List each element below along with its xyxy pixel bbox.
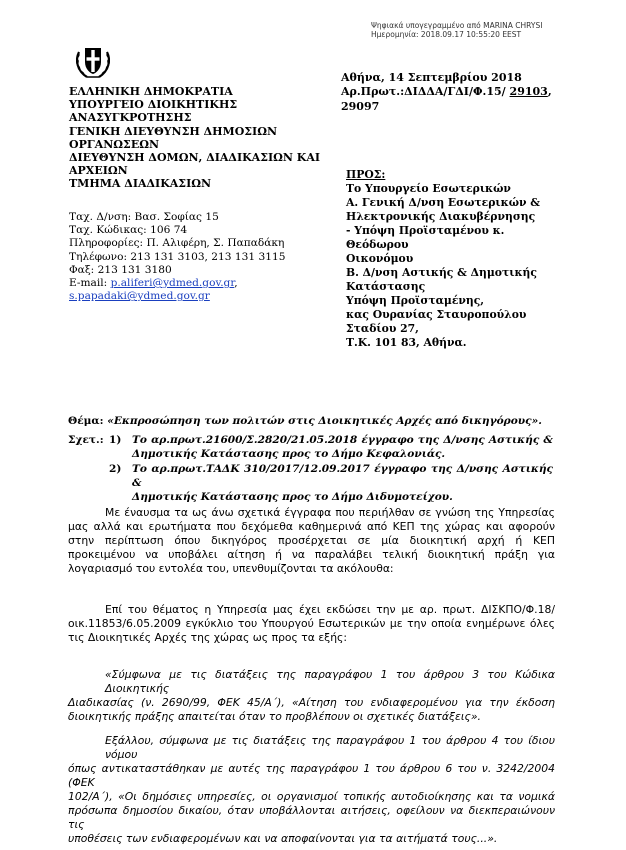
protocol-number-main: 29103	[509, 85, 548, 99]
recipient-line-2: Α. Γενική Δ/νση Εσωτερικών &	[346, 196, 540, 209]
paragraph-4-quote	[68, 734, 555, 846]
sender-block	[69, 85, 329, 191]
digital-signature	[371, 21, 621, 39]
paragraph-4-line-1: Εξάλλου, σύμφωνα με τις διατάξεις της παραγράφου 1 του άρθρου 4 του ίδιου νόμου	[105, 734, 555, 761]
recipient-line-8: Υπόψη Προϊσταμένης,	[346, 294, 485, 307]
email-separator: ,	[234, 277, 238, 290]
sender-address: Ταχ. Δ/νση: Βασ. Σοφίας 15	[69, 211, 219, 223]
recipient-line-5: Οικονόμου	[346, 252, 414, 265]
related-1	[132, 433, 553, 461]
signature-date: Ημερομηνία: 2018.09.17 10:55:20 EEST	[371, 30, 522, 39]
related-1-number: 1)	[109, 434, 122, 446]
paragraph-1-line-2: μας αλλά και ερωτήματα που δεχόμεθα καθημερινά από ΚΕΠ της χώρας και αφορούν	[68, 520, 555, 533]
paragraph-3-line-2: Διαδικασίας (ν. 2690/99, ΦΕΚ 45/Α΄), «Αίτηση του ενδιαφερομένου για την έκδοση	[68, 696, 555, 709]
paragraph-2	[68, 603, 555, 645]
related-2-line-1: Το αρ.πρωτ.ΤΑΔΚ 310/2017/12.09.2017 έγγραφο της Δ/νσης Αστικής &	[132, 463, 553, 489]
subject-line	[68, 414, 568, 428]
paragraph-1-line-1: Με έναυσμα τα ως άνω σχετικά έγγραφα που περιήλθαν σε γνώση της Υπηρεσίας	[105, 506, 555, 519]
sender-general-directorate-cont: ΟΡΓΑΝΩΣΕΩΝ	[69, 137, 160, 151]
sender-ministry-cont: ΑΝΑΣΥΓΚΡΟΤΗΣΗΣ	[69, 111, 192, 125]
reference-block	[341, 71, 581, 114]
recipient-line-3: Ηλεκτρονικής Διακυβέρνησης	[346, 210, 536, 223]
subject-label: Θέμα:	[68, 415, 104, 427]
related-1-line-1: Το αρ.πρωτ.21600/Σ.2820/21.05.2018 έγγραφο της Δ/νσης Αστικής &	[132, 434, 553, 446]
protocol-prefix: Αρ.Πρωτ.:ΔΙΔΔΑ/ΓΔΙ/Φ.15/	[341, 85, 506, 99]
recipient-line-9: κας Ουρανίας Σταυροπούλου	[346, 308, 527, 321]
sender-ministry: ΥΠΟΥΡΓΕΙΟ ΔΙΟΙΚΗΤΙΚΗΣ	[69, 98, 238, 112]
related-1-line-2: Δημοτικής Κατάστασης προς το Δήμο Κεφαλονιάς.	[132, 448, 446, 460]
paragraph-2-line-1: Επί του θέματος η Υπηρεσία μας έχει εκδώσει την με αρ. πρωτ. ΔΙΣΚΠΟ/Φ.18/	[105, 603, 555, 616]
sender-email-line	[69, 277, 329, 290]
protocol-number-second: 29097	[341, 99, 380, 113]
related-2-number: 2)	[109, 463, 122, 475]
sender-directorate: ΔΙΕΥΘΥΝΣΗ ΔΟΜΩΝ, ΔΙΑΔΙΚΑΣΙΩΝ ΚΑΙ	[69, 151, 321, 165]
email-link-papadaki[interactable]: s.papadaki@ydmed.gov.gr	[69, 290, 210, 303]
paragraph-3-line-1: «Σύμφωνα με τις διατάξεις της παραγράφου 1 του άρθρου 3 του Κώδικα Διοικητικής	[105, 668, 555, 695]
sender-country: ΕΛΛΗΝΙΚΗ ΔΗΜΟΚΡΑΤΙΑ	[69, 85, 233, 98]
recipient-line-11: Τ.Κ. 101 83, Αθήνα.	[346, 336, 467, 349]
paragraph-1	[68, 506, 555, 576]
sender-info: Πληροφορίες: Π. Αλιφέρη, Σ. Παπαδάκη	[69, 237, 285, 250]
protocol-comma: ,	[547, 85, 552, 99]
recipient-line-4: - Υπόψη Προϊσταμένου κ. Θεόδωρου	[346, 224, 505, 251]
email-label: E-mail:	[69, 277, 111, 290]
paragraph-4-line-2: όπως αντικαταστάθηκαν με αυτές της παραγράφου 1 του άρθρου 6 του ν. 3242/2004 (ΦΕΚ	[68, 762, 555, 789]
signature-signer: Ψηφιακά υπογεγραμμένο από MARINA CHRYSI	[371, 21, 543, 30]
protocol-number	[341, 85, 581, 99]
related-label: Σχετ.:	[68, 434, 104, 446]
paragraph-3-quote	[68, 668, 555, 724]
sender-fax: Φαξ: 213 131 3180	[69, 263, 172, 276]
sender-phone: Τηλέφωνο: 213 131 3103, 213 131 3115	[69, 250, 286, 263]
document-date: Αθήνα, 14 Σεπτεμβρίου 2018	[341, 71, 522, 84]
recipient-line-6: Β. Δ/νση Αστικής & Δημοτικής	[346, 266, 537, 279]
sender-general-directorate: ΓΕΝΙΚΗ ΔΙΕΥΘΥΝΣΗ ΔΗΜΟΣΙΩΝ	[69, 124, 278, 138]
paragraph-2-line-2: οικ.11853/6.05.2009 εγκύκλιο του Υπουργού Εσωτερικών με την οποία ενημέρωνε όλες	[68, 617, 555, 630]
recipient-line-1: Το Υπουργείο Εσωτερικών	[346, 182, 511, 195]
paragraph-4-line-4: πρόσωπα δημοσίου δικαίου, όταν υποβάλλονται αιτήσεις, οφείλουν να διεκπεραιώνουν τις	[68, 804, 555, 831]
sender-directorate-cont: ΑΡΧΕΙΩΝ	[69, 164, 128, 178]
recipient-block	[346, 168, 566, 350]
subject-text: «Εκπροσώπηση των πολιτών στις Διοικητικές Αρχές από δικηγόρους».	[107, 415, 542, 427]
recipient-heading: ΠΡΟΣ:	[346, 168, 386, 181]
email-link-aliferi[interactable]: p.aliferi@ydmed.gov.gr	[110, 277, 235, 290]
paragraph-1-line-4: προκειμένου να υποβάλει αίτηση ή να παραλάβει τελική διοικητική πράξη για	[68, 548, 555, 561]
related-2-line-2: Δημοτικής Κατάστασης προς το Δήμο Διδυμοτείχου.	[132, 491, 453, 503]
recipient-line-10: Σταδίου 27,	[346, 322, 419, 335]
sender-postal-code: Ταχ. Κώδικας: 106 74	[69, 224, 188, 237]
paragraph-4-line-3: 102/Α΄), «Οι δημόσιες υπηρεσίες, οι οργανισμοί τοπικής αυτοδιοίκησης και τα νομικά	[68, 790, 555, 803]
paragraph-3-line-3: διοικητικής πράξης απαιτείται όταν το προβλέπουν οι σχετικές διατάξεις».	[68, 710, 481, 723]
sender-contact	[69, 211, 329, 303]
related-2	[132, 462, 553, 504]
paragraph-1-line-5: λογαριασμό του εντολέα του, υπενθυμίζονται τα ακόλουθα:	[68, 562, 394, 575]
paragraph-2-line-3: τις Διοικητικές Αρχές της χώρας ως προς τα εξής:	[68, 631, 348, 644]
paragraph-4-line-5: υποθέσεις των ενδιαφερομένων και να αποφαίνονται για τα αιτήματά τους...».	[68, 832, 498, 845]
recipient-line-7: Κατάστασης	[346, 280, 426, 293]
paragraph-1-line-3: στην περίπτωση όπου δικηγόρος προσέρχεται σε μία διοικητική αρχή ή ΚΕΠ	[68, 534, 555, 547]
greek-emblem-icon	[73, 42, 113, 80]
sender-department: ΤΜΗΜΑ ΔΙΑΔΙΚΑΣΙΩΝ	[69, 177, 212, 191]
